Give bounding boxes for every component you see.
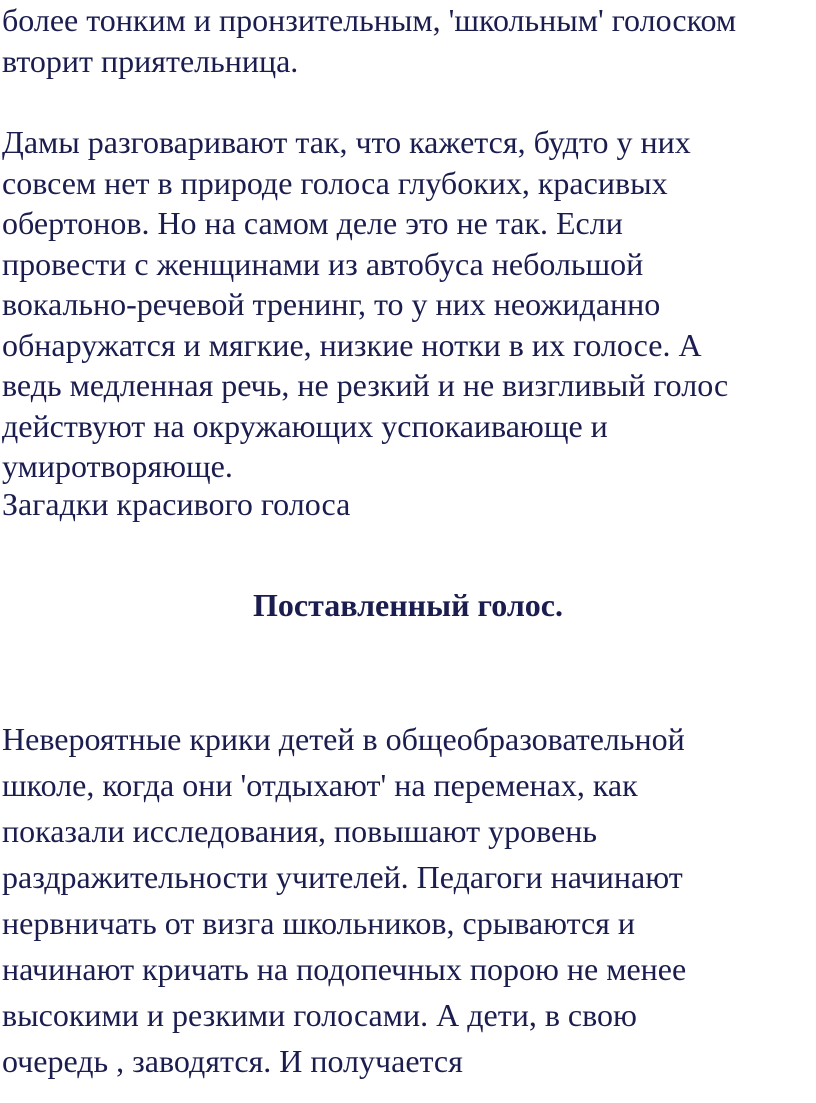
- paragraph-2-line: совсем нет в природе голоса глубоких, красивых: [2, 164, 668, 201]
- paragraph-1-line: вторит приятельница.: [2, 43, 299, 79]
- paragraph-3-line: Невероятные крики детей в общеобразовательной: [2, 721, 685, 757]
- paragraph-1-line: более тонким и пронзительным, 'школьным' голоском: [2, 2, 737, 38]
- paragraph-2-line: провести с женщинами из автобуса небольшой: [2, 245, 644, 282]
- paragraph-2-line: действуют на окружающих успокаивающе и: [2, 407, 608, 444]
- paragraph-3-line: школе, когда они 'отдыхают' на переменах, как: [2, 767, 638, 803]
- subheading: Загадки красивого голоса: [2, 486, 351, 522]
- paragraph-3-line: начинают кричать на подопечных порою не менее: [2, 951, 687, 987]
- paragraph-1: [0, 0, 736, 82]
- paragraph-3-line: очередь , заводятся. И получается: [2, 1043, 463, 1079]
- paragraph-2-line: умиротворяюще.: [2, 448, 233, 484]
- paragraph-2-line: обнаружатся и мягкие, низкие нотки в их голосе. А: [2, 326, 702, 363]
- paragraph-3-line: нервничать от визга школьников, срываются и: [2, 905, 635, 941]
- section-title: Поставленный голос.: [253, 587, 563, 623]
- paragraph-2: [0, 122, 728, 487]
- paragraph-3-line: высокими и резкими голосами. А дети, в свою: [2, 997, 637, 1033]
- paragraph-3: [0, 716, 686, 1084]
- paragraph-3-line: раздражительности учителей. Педагоги начинают: [2, 859, 683, 895]
- paragraph-3-line: показали исследования, повышают уровень: [2, 813, 597, 849]
- paragraph-2-line: вокально-речевой тренинг, то у них неожиданно: [2, 286, 661, 322]
- paragraph-2-line: обертонов. Но на самом деле это не так. Если: [2, 205, 623, 241]
- paragraph-2-line: Дамы разговаривают так, что кажется, будто у них: [2, 124, 691, 160]
- paragraph-2-line: ведь медленная речь, не резкий и не визгливый голос: [2, 367, 729, 403]
